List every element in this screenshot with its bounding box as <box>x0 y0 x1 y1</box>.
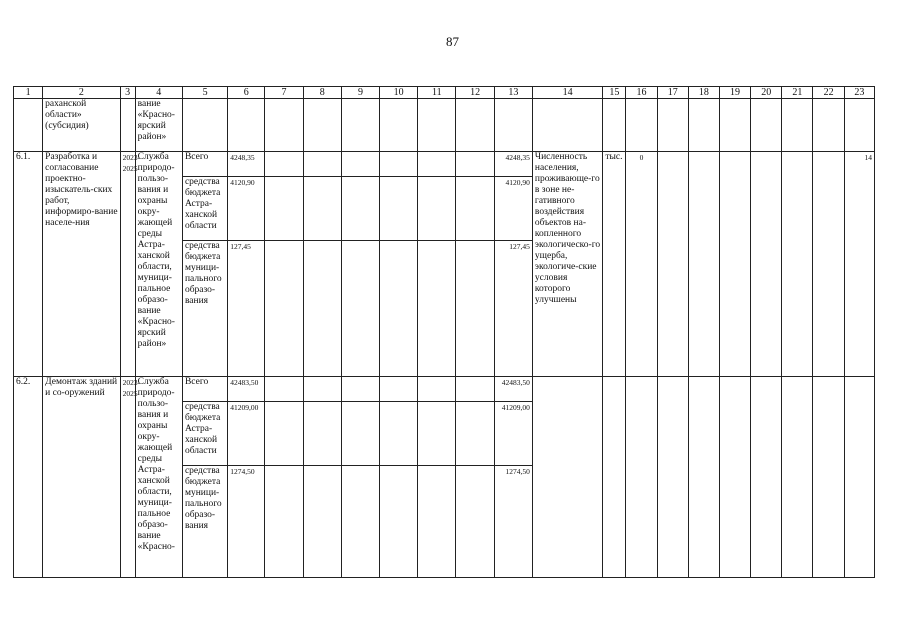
col-header: 3 <box>120 87 135 99</box>
muni-col6: 1274,50 <box>228 466 265 578</box>
item-number: 6.2. <box>14 377 43 578</box>
total-col13: 42483,50 <box>494 377 532 402</box>
item-name: Разработка и согласование проектно-изыскатель-ских работ, информиро-вание населе-ния <box>43 152 120 377</box>
page-number: 87 <box>446 34 459 49</box>
region-col13: 41209,00 <box>494 402 532 466</box>
muni-col6: 127,45 <box>228 241 265 377</box>
col23-value: 14 <box>844 152 874 377</box>
region-col6: 4120,90 <box>228 177 265 241</box>
item-years: 2023-2025 <box>120 377 135 578</box>
total-col6: 4248,35 <box>228 152 265 177</box>
total-col6: 42483,50 <box>228 377 265 402</box>
continuation-row <box>14 99 875 152</box>
col-header: 17 <box>657 87 688 99</box>
item-name: Демонтаж зданий и со-оружений <box>43 377 120 578</box>
col-header: 21 <box>782 87 813 99</box>
col-header: 13 <box>494 87 532 99</box>
source-region: средства бюджета Астра-ханской области <box>182 402 227 466</box>
col-header: 5 <box>182 87 227 99</box>
col-header: 16 <box>626 87 657 99</box>
source-muni: средства бюджета муници-пального образо-вания <box>182 241 227 377</box>
item-number: 6.1. <box>14 152 43 377</box>
col-header: 11 <box>418 87 456 99</box>
col-header: 6 <box>228 87 265 99</box>
col16-value: 0 <box>626 152 657 377</box>
source-total: Всего <box>182 377 227 402</box>
item-executor: Служба природо-пользо-вания и охраны окру-жающей среды Астра-ханской области, муници-пальное образо-вание «Красно-ярский район» <box>135 152 182 377</box>
col-header: 9 <box>341 87 379 99</box>
table-row <box>14 377 875 402</box>
cont-executor-cell: вание «Красно-ярский район» <box>135 99 182 152</box>
col-header: 23 <box>844 87 874 99</box>
col-header: 20 <box>751 87 782 99</box>
region-col6: 41209,00 <box>228 402 265 466</box>
source-region: средства бюджета Астра-ханской области <box>182 177 227 241</box>
col-header: 7 <box>265 87 303 99</box>
item-years: 2023-2025 <box>120 152 135 377</box>
cont-name-cell: раханской области» (субсидия) <box>43 99 120 152</box>
column-number-row <box>14 87 875 99</box>
col-header: 10 <box>380 87 418 99</box>
table-row <box>14 152 875 177</box>
col-header: 1 <box>14 87 43 99</box>
source-total: Всего <box>182 152 227 177</box>
budget-table <box>13 86 875 578</box>
col-header: 2 <box>43 87 120 99</box>
total-col13: 4248,35 <box>494 152 532 177</box>
muni-col13: 1274,50 <box>494 466 532 578</box>
col-header: 19 <box>719 87 750 99</box>
col-header: 15 <box>603 87 626 99</box>
item-executor: Служба природо-пользо-вания и охраны окру-жающей среды Астра-ханской области, муници-пальное образо-вание «Красно- <box>135 377 182 578</box>
col-header: 12 <box>456 87 494 99</box>
col-header: 18 <box>688 87 719 99</box>
col-header: 4 <box>135 87 182 99</box>
unit: тыс. <box>603 152 626 377</box>
region-col13: 4120,90 <box>494 177 532 241</box>
indicator-text: Численность населения, проживающе-го в зоне не-гативного воздействия объектов на-копленного экологическо-го ущерба, экологиче-ские условия которого улучшены <box>532 152 602 377</box>
source-muni: средства бюджета муници-пального образо-вания <box>182 466 227 578</box>
col-header: 8 <box>303 87 341 99</box>
col-header: 14 <box>532 87 602 99</box>
muni-col13: 127,45 <box>494 241 532 377</box>
col-header: 22 <box>813 87 844 99</box>
